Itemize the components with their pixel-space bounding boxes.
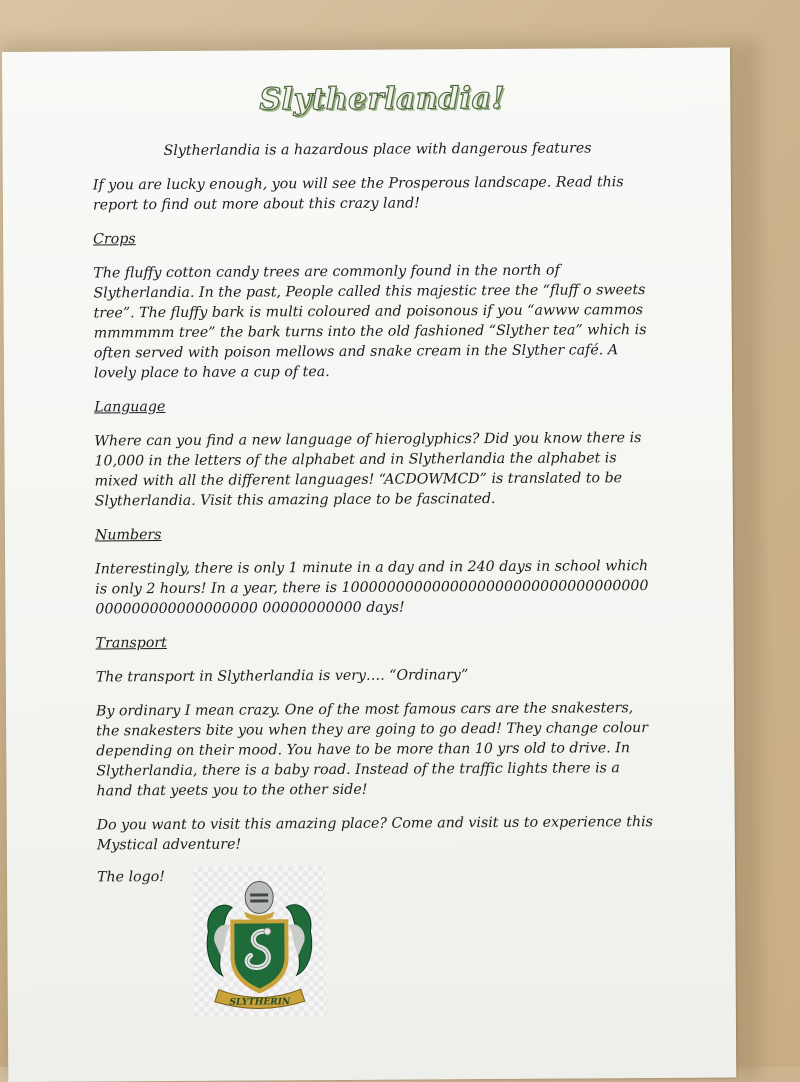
section-language (94, 394, 655, 511)
section-numbers (95, 522, 656, 619)
document-title: Slytherlandia! (259, 80, 506, 118)
section-paragraph: Interestingly, there is only 1 minute in a day and in 240 days in school which is only 2 hours! In a year, there is 1000000000000000000000000000000000000000000000000000 00000000000 days! (95, 558, 649, 618)
section-paragraph: Where can you find a new language of hieroglyphics? Did you know there is 10,000 in the letters of the alphabet and in Slytherlandia the alphabet is mixed with all the different languages! “ACDOWMCD” is translated to be Slytherlandia. Visit this amazing place to be fascinated. (94, 430, 642, 510)
document-body (92, 78, 658, 1017)
section-transport (96, 630, 657, 855)
logo-row (97, 864, 658, 1017)
intro-paragraph: If you are lucky enough, you will see the Prosperous landscape. Read this report to find out more about this crazy land! (92, 174, 624, 214)
section-heading: Transport (95, 635, 167, 652)
crest-banner-text: SLYTHERIN (229, 997, 291, 1008)
section-heading: Language (94, 399, 166, 416)
paper-sheet (2, 48, 736, 1082)
logo-image (193, 866, 326, 1017)
slytherin-crest-icon (200, 871, 319, 1012)
section-heading: Crops (93, 231, 136, 248)
section-crops (93, 226, 654, 383)
section-paragraph: Do you want to visit this amazing place? Come and visit us to experience this Mystical adventure! (96, 814, 653, 854)
section-paragraph: By ordinary I mean crazy. One of the most famous cars are the snakesters, the snakesters bite you when they are going to go dead! They change colour depending on their mood. You have to be more than 10 yrs old to drive. In Slytherlandia, there is a baby road. Instead of the traffic lights there is a hand that yeets you to the other side! (95, 700, 649, 800)
section-heading: Numbers (94, 527, 162, 544)
logo-label: The logo! (96, 869, 166, 886)
section-paragraph: The fluffy cotton candy trees are commonly found in the north of Slytherlandia. In the past, People called this majestic tree the “fluff o sweets tree”. The fluffy bark is multi coloured and poisonous if you “awww cammos mmmmmm tree” the bark turns into the old fashioned “Slyther tea” which is often served with poison mellows and snake cream in the Slyther café. A lovely place to have a cup of tea. (93, 262, 647, 382)
document-subtitle: Slytherlandia is a hazardous place with dangerous features (163, 140, 592, 160)
section-paragraph: The transport in Slytherlandia is very…. “Ordinary” (95, 667, 469, 686)
